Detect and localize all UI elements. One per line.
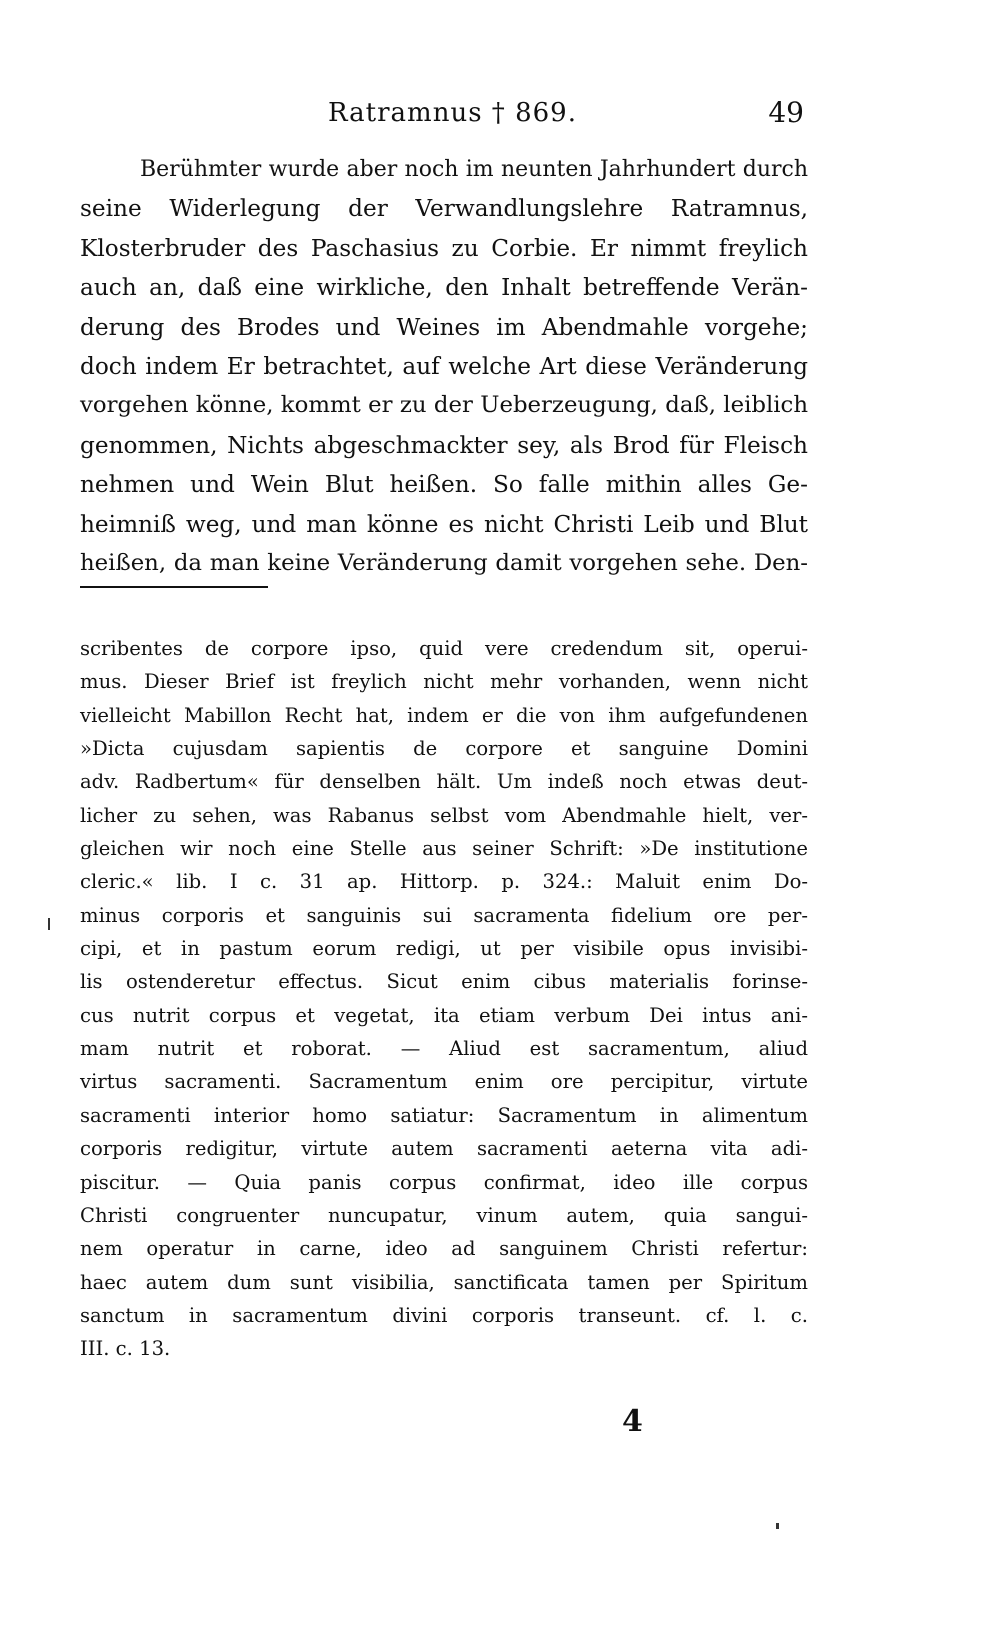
footnote-separator-rule — [80, 586, 268, 588]
footnote-line: cus nutrit corpus et vegetat, ita etiam verbum Dei intus ani- — [80, 1003, 808, 1027]
footnote-line: corporis redigitur, virtute autem sacramenti aeterna vita adi- — [80, 1137, 808, 1161]
main-text-line: vorgehen könne, kommt er zu der Ueberzeugung, daß, leiblich — [80, 392, 808, 419]
main-text-line: heißen, da man keine Veränderung damit vorgehen sehe. Den- — [80, 549, 808, 576]
signature-mark: 4 — [622, 1404, 643, 1439]
footnote-line: piscitur. — Quia panis corpus confirmat, ideo ille corpus — [80, 1170, 808, 1194]
main-text-line: auch an, daß eine wirkliche, den Inhalt betreffende Verän- — [80, 274, 808, 302]
footnote-line: lis ostenderetur effectus. Sicut enim cibus materialis forinse- — [80, 970, 808, 994]
main-text-line: derung des Brodes und Weines im Abendmahle vorgehe; — [80, 313, 808, 341]
main-text-line: doch indem Er betrachtet, auf welche Art diese Veränderung — [80, 352, 808, 380]
main-text-line: Klosterbruder des Paschasius zu Corbie. Er nimmt freylich — [80, 234, 808, 262]
main-text-line: seine Widerlegung der Verwandlungslehre Ratramnus, — [80, 195, 808, 223]
footnote-line: gleichen wir noch eine Stelle aus seiner Schrift: »De institutione — [80, 837, 808, 861]
footnote-line: vielleicht Mabillon Recht hat, indem er die von ihm aufgefundenen — [80, 703, 808, 727]
footnote-line: »Dicta cujusdam sapientis de corpore et sanguine Domini — [80, 737, 808, 761]
footnote-line: nem operatur in carne, ideo ad sanguinem Christi refertur: — [80, 1237, 808, 1261]
main-text-line: nehmen und Wein Blut heißen. So falle mithin alles Ge- — [80, 471, 808, 499]
running-title: Ratramnus † 869. — [328, 98, 577, 128]
print-speck — [48, 918, 50, 930]
footnote-line: licher zu sehen, was Rabanus selbst vom Abendmahle hielt, ver- — [80, 803, 808, 827]
footnote-block — [80, 632, 808, 1366]
main-text-line: Berühmter wurde aber noch im neunten Jahrhundert durch — [140, 157, 808, 182]
print-speck — [776, 1523, 779, 1529]
footnote-line: scribentes de corpore ipso, quid vere credendum sit, operui- — [80, 637, 808, 660]
footnote-line: haec autem dum sunt visibilia, sanctificata tamen per Spiritum — [80, 1270, 808, 1294]
footnote-line: mus. Dieser Brief ist freylich nicht mehr vorhanden, wenn nicht — [80, 670, 808, 694]
footnote-line: minus corporis et sanguinis sui sacramenta fidelium ore per- — [80, 903, 808, 927]
footnote-line: sanctum in sacramentum divini corporis transeunt. cf. l. c. — [80, 1303, 808, 1327]
footnote-line: adv. Radbertum« für denselben hält. Um indeß noch etwas deut- — [80, 770, 808, 794]
footnote-line: cleric.« lib. I c. 31 ap. Hittorp. p. 324.: Maluit enim Do- — [80, 870, 808, 894]
page-number: 49 — [768, 96, 804, 129]
footnote-line: sacramenti interior homo satiatur: Sacramentum in alimentum — [80, 1103, 808, 1127]
main-text-line: heimniß weg, und man könne es nicht Christi Leib und Blut — [80, 510, 808, 538]
main-text-block — [80, 150, 808, 583]
main-text-line: genommen, Nichts abgeschmackter sey, als Brod für Fleisch — [80, 431, 808, 459]
page-header — [0, 94, 1000, 134]
footnote-line: Christi congruenter nuncupatur, vinum autem, quia sangui- — [80, 1203, 808, 1227]
footnote-line: virtus sacramenti. Sacramentum enim ore percipitur, virtute — [80, 1070, 808, 1094]
footnote-line: III. c. 13. — [80, 1337, 171, 1361]
footnote-line: mam nutrit et roborat. — Aliud est sacramentum, aliud — [80, 1037, 808, 1061]
footnote-line: cipi, et in pastum eorum redigi, ut per visibile opus invisibi- — [80, 937, 808, 961]
